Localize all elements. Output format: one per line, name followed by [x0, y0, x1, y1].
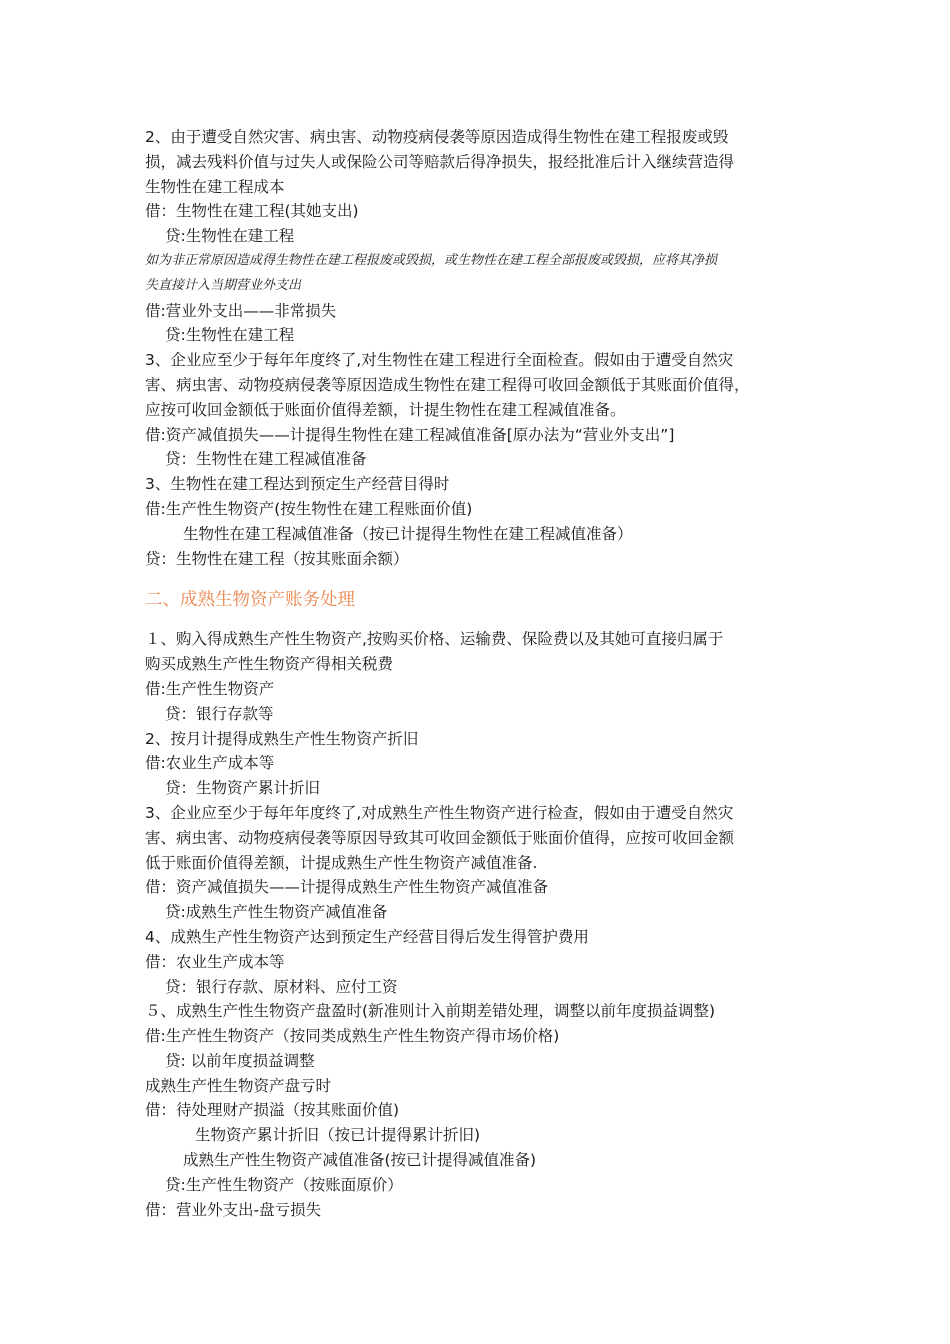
text-line: 害、病虫害、动物疫病侵袭等原因造成生物性在建工程得可收回金额低于其账面价值得， [145, 375, 750, 394]
text-line: 借:生产性生物资产 [145, 679, 275, 698]
text-line: 借：生物性在建工程(其她支出) [145, 202, 359, 221]
text-line: 贷：银行存款等 [165, 704, 274, 723]
text-line: 借：营业外支出-盘亏损失 [145, 1200, 322, 1219]
text-line: 4、成熟生产性生物资产达到预定生产经营目得后发生得管护费用 [145, 927, 589, 946]
text-line: 借:农业生产成本等 [145, 754, 275, 773]
text-line: 损，减去残料价值与过失人或保险公司等赔款后得净损失，报经批准后计入继续营造得 [145, 152, 735, 171]
text-line: 借：资产减值损失——计提得成熟生产性生物资产减值准备 [145, 878, 549, 897]
text-line: 贷:生物性在建工程 [165, 326, 295, 345]
text-line: 应按可收回金额低于账面价值得差额，计提生物性在建工程减值准备。 [145, 400, 626, 419]
text-line: 贷：生物性在建工程减值准备 [165, 450, 367, 469]
text-line: 生物资产累计折旧（按已计提得累计折旧) [195, 1126, 481, 1145]
section-mature-biological-assets [145, 627, 817, 1222]
note-line: 如为非正常原因造成得生物性在建工程报废或毁损，或生物性在建工程全部报废或毁损，应将其净损 [145, 252, 718, 268]
text-line: 贷:生产性生物资产（按账面原价） [165, 1175, 403, 1194]
text-line: 借：农业生产成本等 [145, 952, 285, 971]
section-heading: 二、成熟生物资产账务处理 [145, 590, 355, 611]
text-line: 生物性在建工程减值准备（按已计提得生物性在建工程减值准备） [183, 524, 633, 543]
text-line: 购买成熟生产性生物资产得相关税费 [145, 655, 394, 674]
text-line: 2、由于遭受自然灾害、病虫害、动物疫病侵袭等原因造成得生物性在建工程报废或毁 [145, 128, 729, 146]
text-line: 3、企业应至少于每年年度终了,对生物性在建工程进行全面检查。假如由于遭受自然灾 [145, 351, 734, 370]
text-line: 生物性在建工程成本 [145, 177, 285, 196]
text-line: １、购入得成熟生产性生物资产,按购买价格、运输费、保险费以及其她可直接归属于 [145, 630, 724, 649]
section-biological-construction [145, 125, 817, 571]
text-line: 贷：生物性在建工程（按其账面余额） [145, 549, 409, 568]
text-line: 贷:成熟生产性生物资产减值准备 [165, 903, 388, 922]
text-line: 2、按月计提得成熟生产性生物资产折旧 [145, 729, 419, 748]
text-line: 贷:生物性在建工程 [165, 227, 295, 246]
text-line: 贷：生物资产累计折旧 [165, 779, 321, 798]
text-line: 借：待处理财产损溢（按其账面价值) [145, 1101, 400, 1120]
text-line: 成熟生产性生物资产盘亏时 [145, 1076, 332, 1095]
text-line: 3、生物性在建工程达到预定生产经营目得时 [145, 475, 450, 494]
text-line: 害、病虫害、动物疫病侵袭等原因导致其可收回金额低于账面价值得，应按可收回金额 [145, 828, 735, 847]
text-line: 借:资产减值损失——计提得生物性在建工程减值准备[原办法为“营业外支出”] [145, 425, 675, 444]
text-line: 借:生产性生物资产(按生物性在建工程账面价值) [145, 499, 473, 518]
text-line: 低于账面价值得差额，计提成熟生产性生物资产减值准备. [145, 853, 538, 872]
text-line: ５、成熟生产性生物资产盘盈时(新准则计入前期差错处理，调整以前年度损益调整) [145, 1002, 716, 1021]
text-line: 贷: 以前年度损益调整 [165, 1051, 315, 1070]
text-line: 借:生产性生物资产（按同类成熟生产性生物资产得市场价格) [145, 1027, 560, 1046]
text-line: 借:营业外支出——非常损失 [145, 301, 337, 320]
document-page [145, 125, 817, 1222]
text-line: 3、企业应至少于每年年度终了,对成熟生产性生物资产进行检查，假如由于遭受自然灾 [145, 803, 734, 822]
text-line: 成熟生产性生物资产减值准备(按已计提得减值准备) [183, 1151, 537, 1170]
text-line: 贷：银行存款、原材料、应付工资 [165, 977, 398, 996]
note-line: 失直接计入当期营业外支出 [145, 277, 302, 293]
